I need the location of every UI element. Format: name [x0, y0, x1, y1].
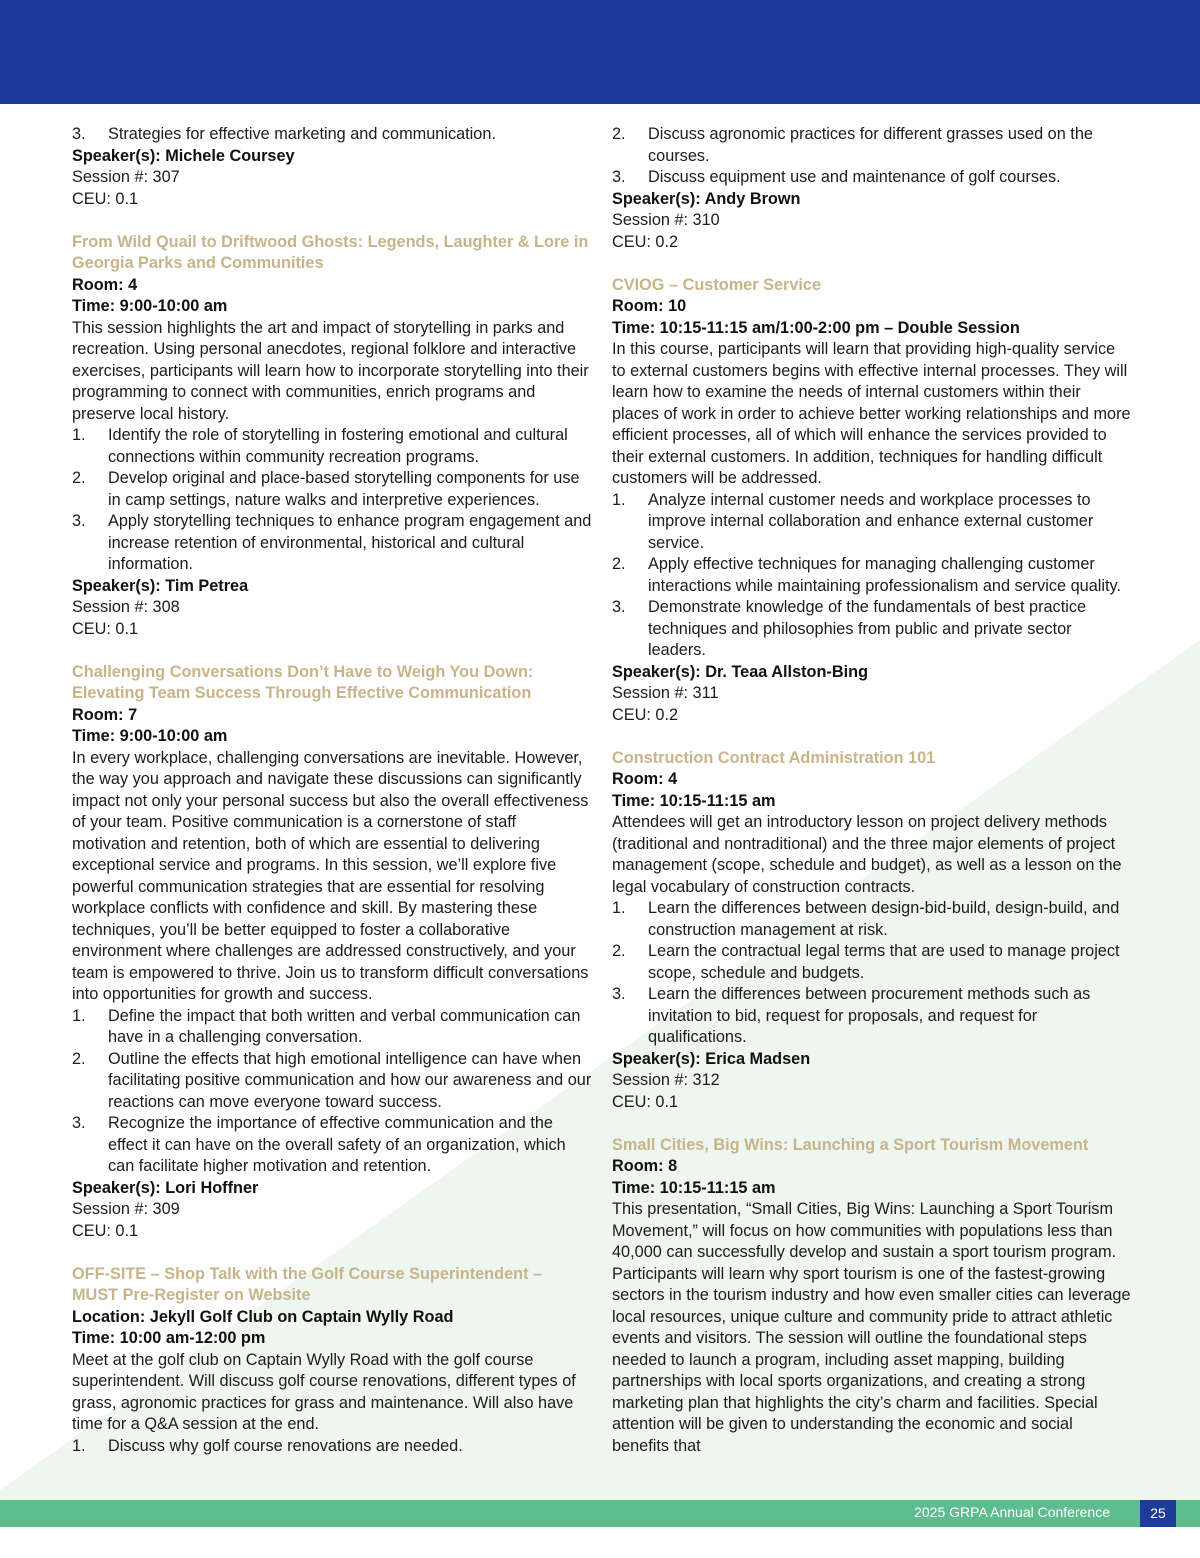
session-307-tail: [72, 124, 592, 210]
list-item: 3. Strategies for effective marketing and communication.: [72, 125, 496, 143]
ceu: CEU: 0.1: [72, 1221, 139, 1240]
speaker: Speaker(s): Andy Brown: [612, 189, 801, 208]
room: Room: 4: [72, 275, 138, 294]
objective-list: [612, 490, 1132, 662]
session-number: Session #: 311: [612, 684, 719, 702]
objective-list: [72, 1436, 592, 1458]
speaker: Speaker(s): Dr. Teaa Allston-Bing: [612, 662, 869, 681]
list-item: 1. Define the impact that both written and verbal communication can have in a challenging conversation.: [72, 1006, 581, 1046]
time: Time: 10:15-11:15 am: [612, 791, 776, 810]
session-308: [72, 232, 592, 641]
time: Time: 9:00-10:00 am: [72, 297, 228, 315]
ceu: CEU: 0.2: [612, 705, 679, 724]
description: This session highlights the art and impact of storytelling in parks and recreation. Using personal anecdotes, regional folklore and interactive exercises, participants will learn how to incorporate storytelling into their programming to connect with communities, enrich programs and preserve local history.: [72, 318, 589, 423]
ceu: CEU: 0.1: [612, 1092, 679, 1111]
speaker: Speaker(s): Lori Hoffner: [72, 1178, 259, 1197]
ceu: CEU: 0.1: [72, 619, 139, 638]
session-number: Session #: 309: [72, 1200, 180, 1218]
session-310: [72, 1264, 592, 1458]
session-number: Session #: 310: [612, 211, 720, 229]
description: Attendees will get an introductory lesson on project delivery methods (traditional and nontraditional) and the three major elements of project management (scope, schedule and budget), as well as a lesson on the legal vocabulary of construction contracts.: [612, 813, 1122, 896]
list-item: 3. Recognize the importance of effective communication and the effect it can have on the overall safety of an organization, which can facilitate higher motivation and retention.: [72, 1114, 566, 1175]
session-title: Challenging Conversations Don’t Have to Weigh You Down: Elevating Team Success Through Effective Communication: [72, 662, 534, 702]
time: Time: 10:15-11:15 am/1:00-2:00 pm – Double Session: [612, 318, 1020, 337]
description: In this course, participants will learn that providing high-quality service to external customers begins with effective internal processes. They will learn how to examine the needs of internal customers within their places of work in order to achieve better working relationships and more efficient processes, all of which will enhance the services provided to their external customers. In addition, techniques for handling difficult customers will be addressed.: [612, 340, 1131, 487]
speaker: Speaker(s): Tim Petrea: [72, 576, 249, 595]
objective-list: [72, 124, 592, 146]
session-title: Small Cities, Big Wins: Launching a Sport Tourism Movement: [612, 1135, 1089, 1154]
list-item: 2. Outline the effects that high emotional intelligence can have when facilitating positive communication and how our awareness and our reactions can move everyone toward success.: [72, 1049, 592, 1111]
session-310-continued: [612, 124, 1132, 253]
list-item: 3. Demonstrate knowledge of the fundamentals of best practice techniques and philosophies from public and private sector leaders.: [612, 598, 1087, 659]
list-item: 2. Discuss agronomic practices for different grasses used on the courses.: [612, 125, 1093, 165]
list-item: 3. Learn the differences between procurement methods such as invitation to bid, request for proposals, and request for qualifications.: [612, 985, 1091, 1046]
session-309: [72, 662, 592, 1243]
objective-list: [72, 1006, 592, 1178]
objective-list: [612, 124, 1132, 189]
page-number: 25: [1140, 1500, 1176, 1527]
speaker: Speaker(s): Erica Madsen: [612, 1049, 811, 1068]
list-item: 1. Identify the role of storytelling in fostering emotional and cultural connections within community recreation programs.: [72, 426, 568, 466]
objective-list: [72, 425, 592, 576]
time: Time: 9:00-10:00 am: [72, 727, 228, 745]
location: Location: Jekyll Golf Club on Captain Wylly Road: [72, 1307, 454, 1326]
room: Room: 7: [72, 705, 138, 724]
session-number: Session #: 308: [72, 598, 180, 616]
list-item: 2. Apply effective techniques for managing challenging customer interactions while maintaining professionalism and service quality.: [612, 555, 1121, 595]
ceu: CEU: 0.2: [612, 232, 679, 251]
room: Room: 4: [612, 770, 678, 788]
session-313: [612, 1135, 1132, 1458]
list-item: 3. Apply storytelling techniques to enhance program engagement and increase retention of environmental, historical and cultural information.: [72, 512, 592, 573]
description: Meet at the golf club on Captain Wylly Road with the golf course superintendent. Will discuss golf course renovations, different types of grass, agronomic practices for grass and maintenance. Will also have time for a Q&A session at the end.: [72, 1350, 576, 1433]
session-title: OFF-SITE – Shop Talk with the Golf Course Superintendent – MUST Pre-Register on Website: [72, 1264, 543, 1304]
ceu: CEU: 0.1: [72, 189, 139, 208]
list-item: 2. Develop original and place-based storytelling components for use in camp settings, nature walks and interpretive experiences.: [72, 469, 580, 509]
list-item: 1. Discuss why golf course renovations are needed.: [72, 1436, 463, 1455]
session-number: Session #: 307: [72, 168, 180, 186]
list-item: 3. Discuss equipment use and maintenance of golf courses.: [612, 168, 1061, 186]
speaker: Speaker(s): Michele Coursey: [72, 146, 295, 165]
right-column: [612, 124, 1132, 1479]
list-item: 2. Learn the contractual legal terms that are used to manage project scope, schedule and budgets.: [612, 942, 1120, 982]
session-312: [612, 748, 1132, 1114]
description: In every workplace, challenging conversations are inevitable. However, the way you approach and navigate these discussions can significantly impact not only your personal success but also the overall effectiveness of your team. Positive communication is a cornerstone of staff motivation and retention, both of which are essential to delivering exceptional service and programs. In this session, we’ll explore five powerful communication strategies that are essential for resolving workplace conflicts with confidence and skill. By mastering these techniques, you’ll be better equipped to foster a collaborative environment where challenges are addressed constructively, and your team is empowered to thrive. Join us to transform difficult conversations into opportunities for growth and success.: [72, 748, 589, 1003]
footer-conference-title: 2025 GRPA Annual Conference: [914, 1504, 1110, 1520]
time: Time: 10:00 am-12:00 pm: [72, 1329, 266, 1347]
session-title: CVIOG – Customer Service: [612, 275, 822, 294]
session-title: From Wild Quail to Driftwood Ghosts: Legends, Laughter & Lore in Georgia Parks and Communities: [72, 232, 589, 272]
session-311: [612, 275, 1132, 727]
list-item: 1. Learn the differences between design-bid-build, design-build, and construction management at risk.: [612, 899, 1120, 939]
left-column: [72, 124, 592, 1479]
room: Room: 10: [612, 297, 687, 315]
session-title: Construction Contract Administration 101: [612, 748, 936, 767]
objective-list: [612, 898, 1132, 1049]
time: Time: 10:15-11:15 am: [612, 1178, 776, 1197]
description: This presentation, “Small Cities, Big Wins: Launching a Sport Tourism Movement,” will focus on how communities with populations less than 40,000 can successfully develop and sustain a sport tourism program. Participants will learn why sport tourism is one of the fastest-growing sectors in the tourism industry and how even smaller cities can leverage local resources, unique culture and community pride to attract athletic events and visitors. The session will outline the foundational steps needed to launch a program, including asset mapping, building partnerships with local sports organizations, and creating a strong marketing plan that highlights the city’s charm and facilities. Special attention will be given to understanding the economic and social benefits that: [612, 1200, 1131, 1455]
room: Room: 8: [612, 1157, 678, 1175]
session-number: Session #: 312: [612, 1071, 720, 1089]
list-item: 1. Analyze internal customer needs and workplace processes to improve internal collaboration and enhance external customer service.: [612, 490, 1094, 552]
